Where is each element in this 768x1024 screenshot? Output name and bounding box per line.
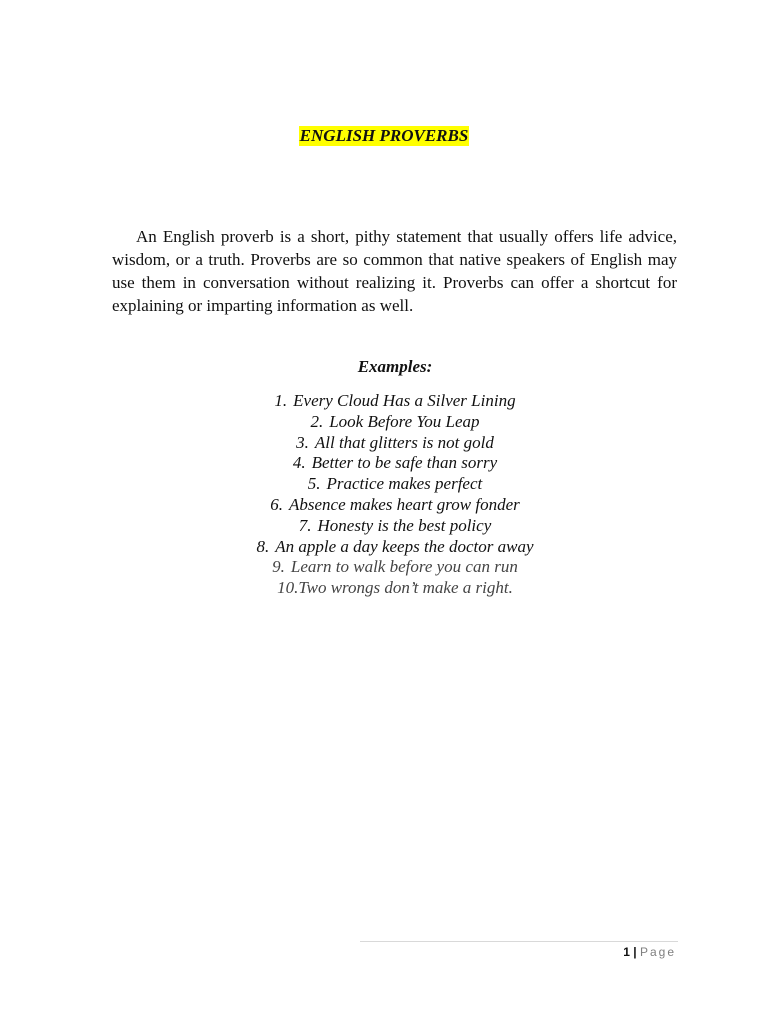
list-item <box>0 537 768 558</box>
list-item <box>0 412 768 433</box>
list-item <box>0 516 768 537</box>
list-item <box>0 495 768 516</box>
page-label: Page <box>639 945 676 959</box>
list-item-number: 7. <box>298 515 312 535</box>
footer-separator: | <box>633 945 637 959</box>
list-item-text: Absence makes heart grow fonder <box>289 494 520 514</box>
list-item-text: Every Cloud Has a Silver Lining <box>293 391 516 410</box>
document-title: ENGLISH PROVERBS <box>299 126 469 145</box>
list-item-number: 4. <box>292 453 306 473</box>
list-item <box>0 433 768 454</box>
list-item-text: All that glitters is not gold <box>314 432 494 452</box>
list-item-text: Look Before You Leap <box>329 411 480 431</box>
examples-list <box>0 391 768 599</box>
list-item <box>0 557 768 578</box>
list-item-number: 3. <box>296 432 309 452</box>
list-item-text: Better to be safe than sorry <box>311 453 498 473</box>
list-item <box>0 391 768 412</box>
list-item-text: Two wrongs don’t make a right. <box>298 578 513 598</box>
list-item <box>0 578 768 599</box>
list-item-text: Practice makes perfect <box>326 474 483 494</box>
list-item-number: 5. <box>307 474 321 494</box>
title-container <box>0 126 768 146</box>
list-item-number: 6. <box>270 494 284 514</box>
examples-heading: Examples: <box>357 357 433 376</box>
page-number: 1 <box>623 945 630 959</box>
list-item-number: 10. <box>277 578 299 598</box>
list-item <box>0 453 768 474</box>
list-item-text: Learn to walk before you can run <box>290 557 518 577</box>
list-item-number: 9. <box>272 557 285 577</box>
intro-paragraph: An English proverb is a short, pithy statement that usually offers life advice, wisdom, or a truth. Proverbs are so common that native speakers of English may use them in conversation without realizing it. Proverbs can offer a shortcut for explaining or imparting information as well. <box>112 227 677 315</box>
list-item <box>0 474 768 495</box>
page-footer <box>0 944 676 960</box>
list-item-text: An apple a day keeps the doctor away <box>275 536 534 556</box>
footer-divider <box>360 941 678 942</box>
list-item-number: 2. <box>310 411 324 431</box>
list-item-text: Honesty is the best policy <box>317 515 492 535</box>
list-item-number: 1. <box>274 391 288 410</box>
list-item-number: 8. <box>256 536 270 556</box>
